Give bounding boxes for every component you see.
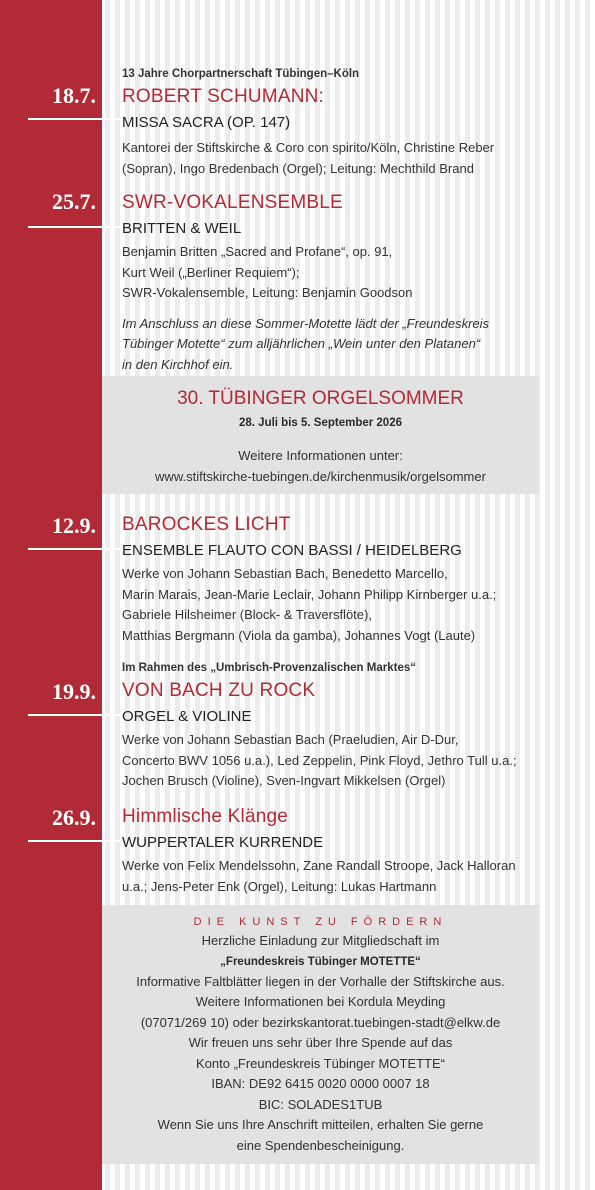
red-side-band bbox=[0, 0, 102, 1190]
event-line: Matthias Bergmann (Viola da gamba), Johannes Vogt (Laute) bbox=[122, 627, 476, 643]
event-title: VON BACH ZU ROCK bbox=[122, 680, 316, 701]
date-underline bbox=[28, 226, 120, 228]
event-title: ROBERT SCHUMANN: bbox=[122, 86, 325, 107]
event-note-line: Tübinger Motette“ zum alljährlichen „Wein unter den Platanen“ bbox=[122, 336, 481, 351]
event-line: SWR-Vokalensemble, Leitung: Benjamin Goodson bbox=[122, 285, 413, 300]
support-line: BIC: SOLADES1TUB bbox=[258, 1096, 383, 1112]
support-line: Wir freuen uns sehr über Ihre Spende auf das bbox=[188, 1035, 453, 1050]
event-line: Werke von Johann Sebastian Bach, Benedetto Marcello, bbox=[122, 566, 448, 581]
date-underline bbox=[28, 118, 120, 120]
event-line: Concerto BWV 1056 u.a.), Led Zeppelin, Pink Floyd, Jethro Tull u.a.; bbox=[122, 752, 517, 768]
event-line: Jochen Brusch (Violine), Sven-Ingvart Mikkelsen (Orgel) bbox=[122, 773, 446, 788]
date-underline bbox=[28, 840, 120, 842]
event-line: Marin Marais, Jean-Marie Leclair, Johann Philipp Kirnberger u.a.; bbox=[122, 586, 497, 602]
event-note-line: Im Anschluss an diese Sommer-Motette lädt der „Freundeskreis bbox=[122, 315, 490, 331]
event-date: 12.9. bbox=[52, 513, 96, 538]
event-subtitle: BRITTEN & WEIL bbox=[122, 220, 242, 237]
support-line: Konto „Freundeskreis Tübinger MOTETTE“ bbox=[195, 1055, 445, 1071]
event-subtitle: WUPPERTALER KURRENDE bbox=[122, 834, 324, 851]
event-date: 26.9. bbox=[52, 805, 96, 830]
event-kicker: Im Rahmen des „Umbrisch-Provenzalischen Marktes“ bbox=[122, 662, 416, 674]
event-subtitle: ORGEL & VIOLINE bbox=[122, 708, 252, 725]
support-line: Informative Faltblätter liegen in der Vorhalle der Stiftskirche aus. bbox=[136, 973, 505, 989]
orgelsommer-url: www.stiftskirche-tuebingen.de/kirchenmusik/orgelsommer bbox=[155, 468, 486, 484]
support-heading: DIE KUNST ZU FÖRDERN bbox=[193, 916, 448, 928]
support-invite: Herzliche Einladung zur Mitgliedschaft im bbox=[201, 933, 440, 948]
event-line: Kantorei der Stiftskirche & Coro con spirito/Köln, Christine Reber bbox=[122, 140, 495, 155]
date-underline bbox=[28, 548, 120, 550]
support-club: „Freundeskreis Tübinger MOTETTE“ bbox=[220, 955, 421, 968]
event-title: SWR-VOKALENSEMBLE bbox=[122, 192, 343, 213]
event-subtitle: ENSEMBLE FLAUTO CON BASSI / HEIDELBERG bbox=[122, 542, 462, 559]
event-note-line: in den Kirchhof ein. bbox=[122, 356, 234, 372]
event-line: Benjamin Britten „Sacred and Profane“, op. 91, bbox=[122, 244, 393, 259]
event-line: u.a.; Jens-Peter Enk (Orgel), Leitung: Lukas Hartmann bbox=[122, 878, 437, 894]
support-line: Wenn Sie uns Ihre Anschrift mitteilen, erhalten Sie gerne bbox=[157, 1117, 484, 1132]
event-line: Werke von Johann Sebastian Bach (Praeludien, Air D-Dur, bbox=[122, 732, 459, 747]
event-line: Gabriele Hilsheimer (Block- & Traversflöte), bbox=[122, 607, 372, 622]
event-date: 18.7. bbox=[52, 83, 96, 108]
support-line: Weitere Informationen bei Kordula Meyding bbox=[195, 994, 446, 1009]
date-underline bbox=[28, 714, 120, 716]
support-panel bbox=[102, 905, 539, 1164]
event-title: Himmlische Klänge bbox=[122, 806, 289, 827]
event-title: BAROCKES LICHT bbox=[122, 514, 291, 535]
orgelsommer-title: 30. TÜBINGER ORGELSOMMER bbox=[177, 388, 464, 409]
event-date: 25.7. bbox=[52, 189, 96, 214]
orgelsommer-panel bbox=[102, 376, 539, 494]
orgelsommer-info: Weitere Informationen unter: bbox=[238, 448, 403, 463]
support-line: eine Spendenbescheinigung. bbox=[236, 1137, 405, 1153]
event-kicker: 13 Jahre Chorpartnerschaft Tübingen–Köln bbox=[122, 68, 360, 80]
event-line: Werke von Felix Mendelssohn, Zane Randall Stroope, Jack Halloran bbox=[122, 858, 516, 873]
support-line: IBAN: DE92 6415 0020 0000 0007 18 bbox=[211, 1076, 430, 1091]
event-date: 19.9. bbox=[52, 679, 96, 704]
event-line: Kurt Weil („Berliner Requiem“); bbox=[122, 264, 300, 280]
event-subtitle: MISSA SACRA (OP. 147) bbox=[122, 114, 291, 131]
event-line: (Sopran), Ingo Bredenbach (Orgel); Leitung: Mechthild Brand bbox=[122, 160, 474, 176]
orgelsommer-dates: 28. Juli bis 5. September 2026 bbox=[239, 417, 402, 429]
support-line: (07071/269 10) oder bezirkskantorat.tuebingen-stadt@elkw.de bbox=[140, 1014, 501, 1030]
